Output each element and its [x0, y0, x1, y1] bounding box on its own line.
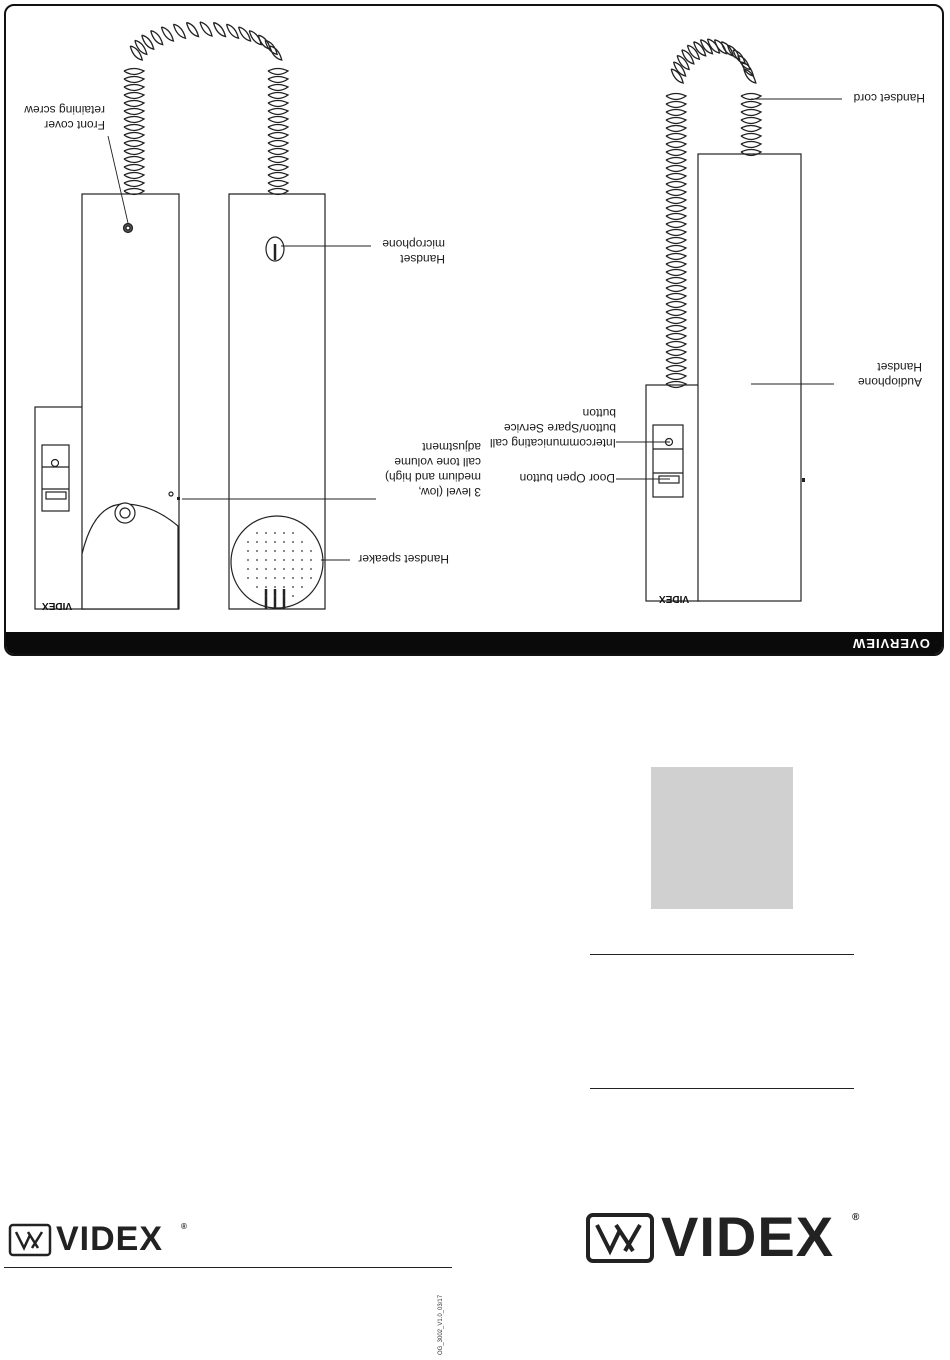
grille-dot [292, 532, 294, 534]
coil-loop [666, 350, 686, 356]
doc-reference: OG_3002_V1.0_03/17 [438, 1294, 444, 1355]
coil-loop [666, 374, 686, 380]
coil-loop [124, 77, 144, 83]
rule-top [590, 954, 854, 955]
grille-dot [274, 532, 276, 534]
grille-dot [292, 595, 294, 597]
coil-loop [130, 46, 142, 60]
coil-loop [268, 181, 288, 187]
grille-dot [301, 577, 303, 579]
grille-dot [265, 595, 267, 597]
coil-loop [666, 214, 686, 220]
coil-loop [124, 181, 144, 187]
grille-dot [292, 586, 294, 588]
grille-dot [301, 568, 303, 570]
unit-back-view [35, 194, 180, 609]
videx-logo-small-text: VIDEX [56, 1220, 164, 1258]
grille-dot [310, 568, 312, 570]
coil-loop [666, 358, 686, 364]
coil-loop [666, 278, 686, 284]
coil-loop [666, 182, 686, 188]
coil-loop [666, 334, 686, 340]
grille-dot [310, 550, 312, 552]
coil-loop [268, 101, 288, 107]
label-call-tone-volume: 3 level (low, medium and high) call tone volume adjustment [384, 440, 481, 499]
coil-loop [124, 141, 144, 147]
coil-loop [124, 173, 144, 179]
grille-dot [292, 541, 294, 543]
coil-loop [124, 157, 144, 163]
coil-loop [268, 77, 288, 83]
section-title: OVERVIEW [852, 636, 930, 651]
coil-loop [124, 85, 144, 91]
grille-dot [283, 532, 285, 534]
coil-loop [741, 102, 761, 108]
grille-dot [247, 577, 249, 579]
grille-dot [265, 577, 267, 579]
grille-dot [247, 568, 249, 570]
coil-loop [741, 142, 761, 148]
coil-loop [124, 133, 144, 139]
coil-loop [666, 126, 686, 132]
label-handset-speaker: Handset speaker [358, 552, 449, 566]
coil-loop [682, 50, 694, 64]
videx-logo-small-registered: ® [181, 1222, 188, 1231]
coil-loop [268, 93, 288, 99]
grille-dot [256, 541, 258, 543]
coil-loop [666, 366, 686, 372]
grille-dot [283, 550, 285, 552]
coil-loop [239, 27, 251, 41]
grille-dot [256, 586, 258, 588]
coil-loop [666, 110, 686, 116]
coil-loop [124, 125, 144, 131]
grille-dot [256, 568, 258, 570]
label-intercommunicating-button: Intercommunicating call button/Spare Service button [489, 406, 616, 450]
coil-loop [666, 342, 686, 348]
coil-loop [666, 302, 686, 308]
coil-loop [666, 102, 686, 108]
grille-dot [274, 568, 276, 570]
coil-loop [213, 23, 225, 37]
coil-loop [161, 27, 173, 41]
coil-loop [124, 117, 144, 123]
coil-loop [666, 310, 686, 316]
grille-dot [274, 550, 276, 552]
coil-loop [124, 101, 144, 107]
coil-loop [173, 24, 185, 38]
overview-panel [4, 4, 944, 656]
coil-loop [666, 262, 686, 268]
grille-dot [274, 595, 276, 597]
grille-dot [256, 550, 258, 552]
grille-dot [256, 532, 258, 534]
grille-dot [310, 559, 312, 561]
coil-loop [270, 46, 282, 60]
coil-loop [666, 206, 686, 212]
coil-loop [124, 165, 144, 171]
coil-loop [666, 142, 686, 148]
videx-logo-large-text: VIDEX [661, 1205, 835, 1268]
grille-dot [265, 532, 267, 534]
coil-loop [124, 93, 144, 99]
videx-logo-small [8, 1222, 188, 1258]
coil-loop [666, 198, 686, 204]
coil-loop [666, 158, 686, 164]
grille-dot [274, 586, 276, 588]
coil-loop [666, 190, 686, 196]
coil-loop [151, 31, 163, 45]
grille-dot [283, 568, 285, 570]
grille-dot [256, 577, 258, 579]
grille-dot [292, 550, 294, 552]
videx-mark-large-icon [585, 1212, 655, 1264]
coil-loop [677, 55, 689, 69]
coil-loop [666, 230, 686, 236]
handset-cord-left [124, 22, 288, 195]
grille-dot [283, 541, 285, 543]
coil-loop [268, 117, 288, 123]
unit-brand-left: VIDEX [41, 600, 72, 611]
videx-logo-large [585, 1205, 865, 1268]
grille-dot [274, 577, 276, 579]
grille-dot [292, 568, 294, 570]
coil-loop [268, 157, 288, 163]
unit-handset-view [229, 194, 325, 609]
coil-loop [666, 238, 686, 244]
coil-loop [666, 270, 686, 276]
unit-brand-right: VIDEX [658, 593, 689, 604]
coil-loop [268, 165, 288, 171]
grille-dot [265, 568, 267, 570]
label-audiophone-handset: Audiophone Handset [857, 360, 922, 389]
grille-dot [274, 541, 276, 543]
grille-dot [247, 550, 249, 552]
coil-loop [268, 173, 288, 179]
videx-logo-large-registered: ® [852, 1212, 861, 1223]
overview-illustration [6, 6, 944, 656]
coil-loop [666, 326, 686, 332]
coil-loop [200, 22, 212, 36]
coil-loop [666, 318, 686, 324]
coil-loop [124, 109, 144, 115]
label-handset-microphone: Handset microphone [382, 237, 445, 266]
rule-bottom [590, 1088, 854, 1089]
grille-dot [292, 577, 294, 579]
grille-dot [265, 541, 267, 543]
grille-dot [283, 559, 285, 561]
coil-loop [268, 85, 288, 91]
coil-loop [666, 222, 686, 228]
coil-loop [124, 149, 144, 155]
coil-loop [227, 24, 239, 38]
coil-loop [666, 166, 686, 172]
coil-loop [666, 134, 686, 140]
grille-dot [310, 577, 312, 579]
grille-dot [283, 595, 285, 597]
grille-dot [301, 541, 303, 543]
coil-loop [666, 246, 686, 252]
coil-loop [268, 109, 288, 115]
coil-loop [741, 126, 761, 132]
grille-dot [247, 559, 249, 561]
coil-loop [666, 94, 686, 100]
footer-rule [4, 1267, 452, 1268]
coil-loop [666, 294, 686, 300]
coil-loop [268, 69, 288, 75]
coil-loop [666, 174, 686, 180]
coil-loop [741, 110, 761, 116]
grille-dot [265, 586, 267, 588]
coil-loop [187, 23, 199, 37]
grille-dot [274, 559, 276, 561]
coil-loop [268, 125, 288, 131]
coil-loop [741, 134, 761, 140]
grille-dot [301, 559, 303, 561]
coil-loop [268, 141, 288, 147]
coil-loop [124, 69, 144, 75]
grille-dot [247, 541, 249, 543]
coil-loop [666, 150, 686, 156]
coil-loop [666, 286, 686, 292]
label-front-cover-screw: Front cover retaining screw [24, 103, 105, 132]
label-door-open-button: Door Open button [519, 471, 615, 485]
coil-loop [666, 254, 686, 260]
image-placeholder [651, 767, 793, 909]
videx-mark-small-icon [8, 1223, 52, 1257]
label-handset-cord: Handset cord [853, 91, 925, 105]
grille-dot [265, 550, 267, 552]
grille-dot [283, 586, 285, 588]
coil-loop [268, 133, 288, 139]
grille-dot [301, 586, 303, 588]
grille-dot [292, 559, 294, 561]
coil-loop [666, 118, 686, 124]
coil-loop [268, 149, 288, 155]
grille-dot [301, 550, 303, 552]
grille-dot [265, 559, 267, 561]
grille-dot [256, 559, 258, 561]
grille-dot [283, 577, 285, 579]
coil-loop [687, 45, 699, 59]
title-bar [6, 632, 944, 656]
coil-loop [741, 118, 761, 124]
